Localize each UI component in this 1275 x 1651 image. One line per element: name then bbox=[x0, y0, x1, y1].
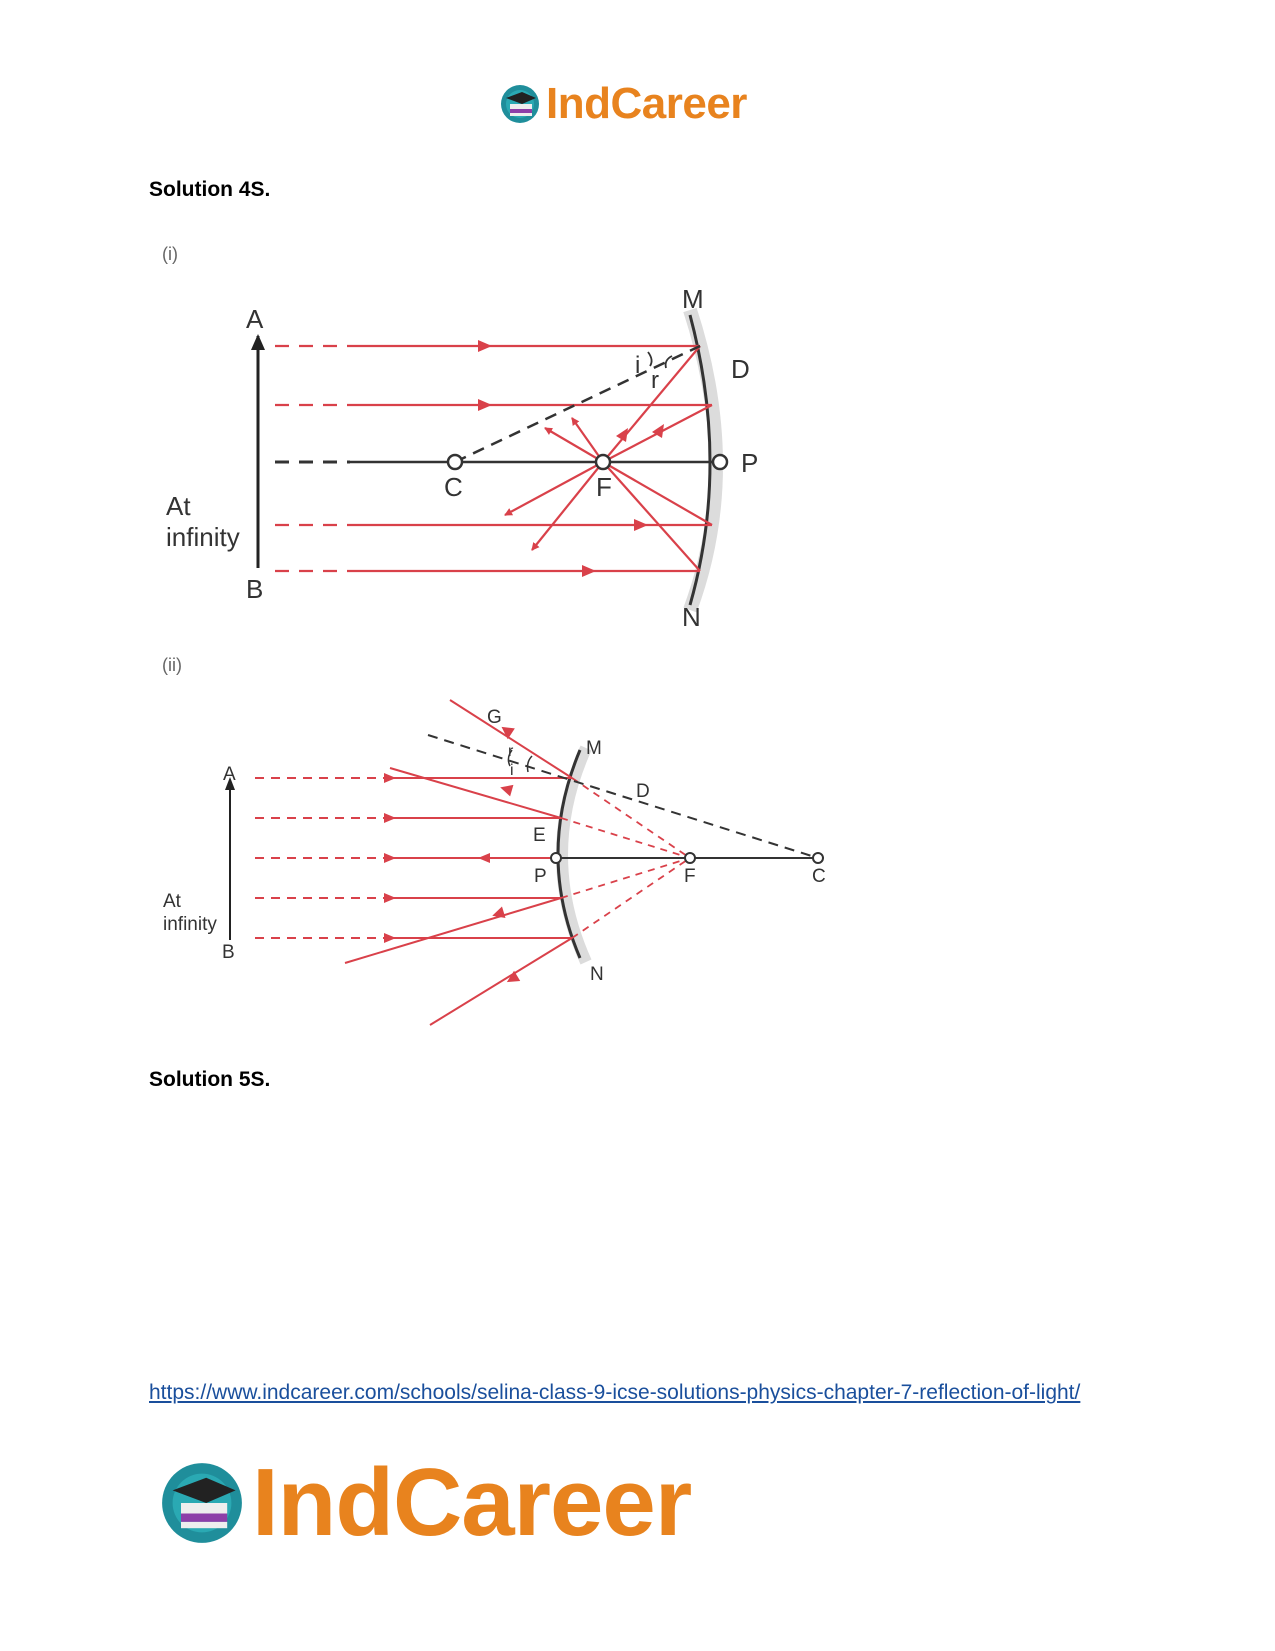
label-angle-i: i bbox=[635, 352, 641, 379]
label-g: G bbox=[487, 707, 502, 728]
logo-wordmark: IndCareer bbox=[546, 79, 747, 128]
label-f: F bbox=[596, 472, 612, 502]
label-n: N bbox=[590, 964, 604, 985]
figure-part-label: (ii) bbox=[162, 655, 182, 675]
label-angle-r: r bbox=[651, 367, 659, 394]
label-angle-i: i bbox=[510, 762, 514, 779]
label-e: E bbox=[533, 825, 546, 846]
source-link[interactable]: https://www.indcareer.com/schools/selina-class-9-icse-solutions-physics-chapter-7-reflection-of-light/ bbox=[149, 1381, 1081, 1404]
label-d: D bbox=[636, 781, 650, 802]
label-angle-r: r bbox=[508, 743, 514, 760]
graduation-book-icon bbox=[160, 1461, 244, 1545]
logo-wordmark: IndCareer bbox=[252, 1449, 692, 1556]
label-m: M bbox=[682, 284, 704, 314]
label-n: N bbox=[682, 602, 701, 632]
label-a: A bbox=[223, 764, 236, 785]
label-m: M bbox=[586, 738, 602, 759]
point-f bbox=[685, 853, 695, 863]
label-c: C bbox=[812, 866, 826, 887]
solution-heading: Solution 5S. bbox=[149, 1068, 271, 1091]
label-d: D bbox=[731, 354, 750, 384]
label-infinity: infinity bbox=[166, 522, 240, 552]
indcareer-logo-bottom[interactable] bbox=[160, 1449, 720, 1556]
solution-heading: Solution 4S. bbox=[149, 178, 271, 201]
label-p: P bbox=[741, 448, 759, 478]
label-at: At bbox=[166, 491, 191, 521]
label-f: F bbox=[684, 866, 696, 887]
label-at: At bbox=[163, 891, 181, 912]
label-p: P bbox=[534, 866, 547, 887]
label-c: C bbox=[444, 472, 463, 502]
label-infinity: infinity bbox=[163, 914, 217, 935]
figure-part-label: (i) bbox=[162, 244, 178, 264]
point-c bbox=[813, 853, 823, 863]
label-a: A bbox=[246, 304, 264, 334]
label-b: B bbox=[246, 574, 264, 604]
point-p bbox=[551, 853, 561, 863]
label-b: B bbox=[222, 942, 235, 963]
